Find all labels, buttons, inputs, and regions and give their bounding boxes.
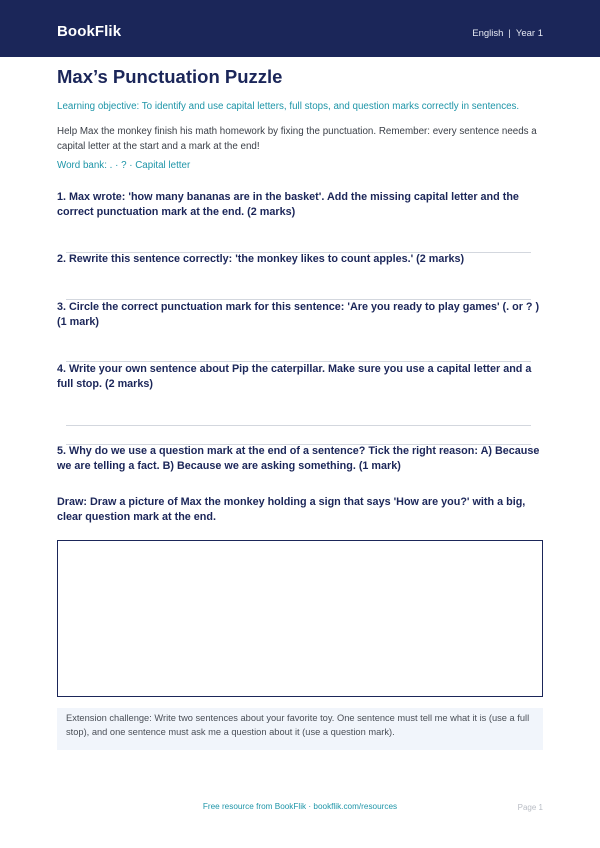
question-4: 4. Write your own sentence about Pip the caterpillar. Make sure you use a capital letter and a full stop. (2 marks) xyxy=(57,363,532,390)
extension-challenge xyxy=(57,708,543,750)
question-2: 2. Rewrite this sentence correctly: 'the monkey likes to count apples.' (2 marks) xyxy=(57,253,465,265)
draw-task: Draw: Draw a picture of Max the monkey holding a sign that says 'How are you?' with a big, clear question mark at the end. xyxy=(57,496,526,523)
word-bank: Word bank: . · ? · Capital letter xyxy=(57,160,191,171)
subject-year-label xyxy=(472,28,543,39)
worksheet-title: Max’s Punctuation Puzzle xyxy=(57,66,283,87)
question-3: 3. Circle the correct punctuation mark for this sentence: 'Are you ready to play games' (. or ? ) (1 mark) xyxy=(57,301,540,328)
question-1: 1. Max wrote: 'how many bananas are in the basket'. Add the missing capital letter and the correct punctuation mark at the end. (2 marks) xyxy=(57,191,519,218)
page-header xyxy=(0,0,600,57)
footer-resource-link[interactable]: Free resource from BookFlik · bookflik.com/resources xyxy=(202,802,398,811)
meta-separator: | xyxy=(508,28,511,39)
year-label: Year 1 xyxy=(515,28,543,39)
question-5: 5. Why do we use a question mark at the end of a sentence? Tick the right reason: A) Because we are telling a fact. B) Because we are asking something. (1 mark) xyxy=(57,445,540,472)
extension-text: Extension challenge: Write two sentences about your favorite toy. One sentence must tell me what it is (use a full stop), and one sentence must ask me a question about it (use a question mark). xyxy=(66,713,530,737)
drawing-box[interactable] xyxy=(57,540,543,697)
answer-line-4a[interactable] xyxy=(66,425,531,426)
intro-text: Help Max the monkey finish his math homework by fixing the punctuation. Remember: every sentence needs a capital letter at the start and a mark at the end! xyxy=(57,126,537,152)
brand-logo-text: BookFlik xyxy=(57,23,122,40)
page-number: Page 1 xyxy=(517,803,543,812)
learning-objective: Learning objective: To identify and use capital letters, full stops, and question marks correctly in sentences. xyxy=(57,101,520,112)
subject-label: English xyxy=(472,28,504,39)
